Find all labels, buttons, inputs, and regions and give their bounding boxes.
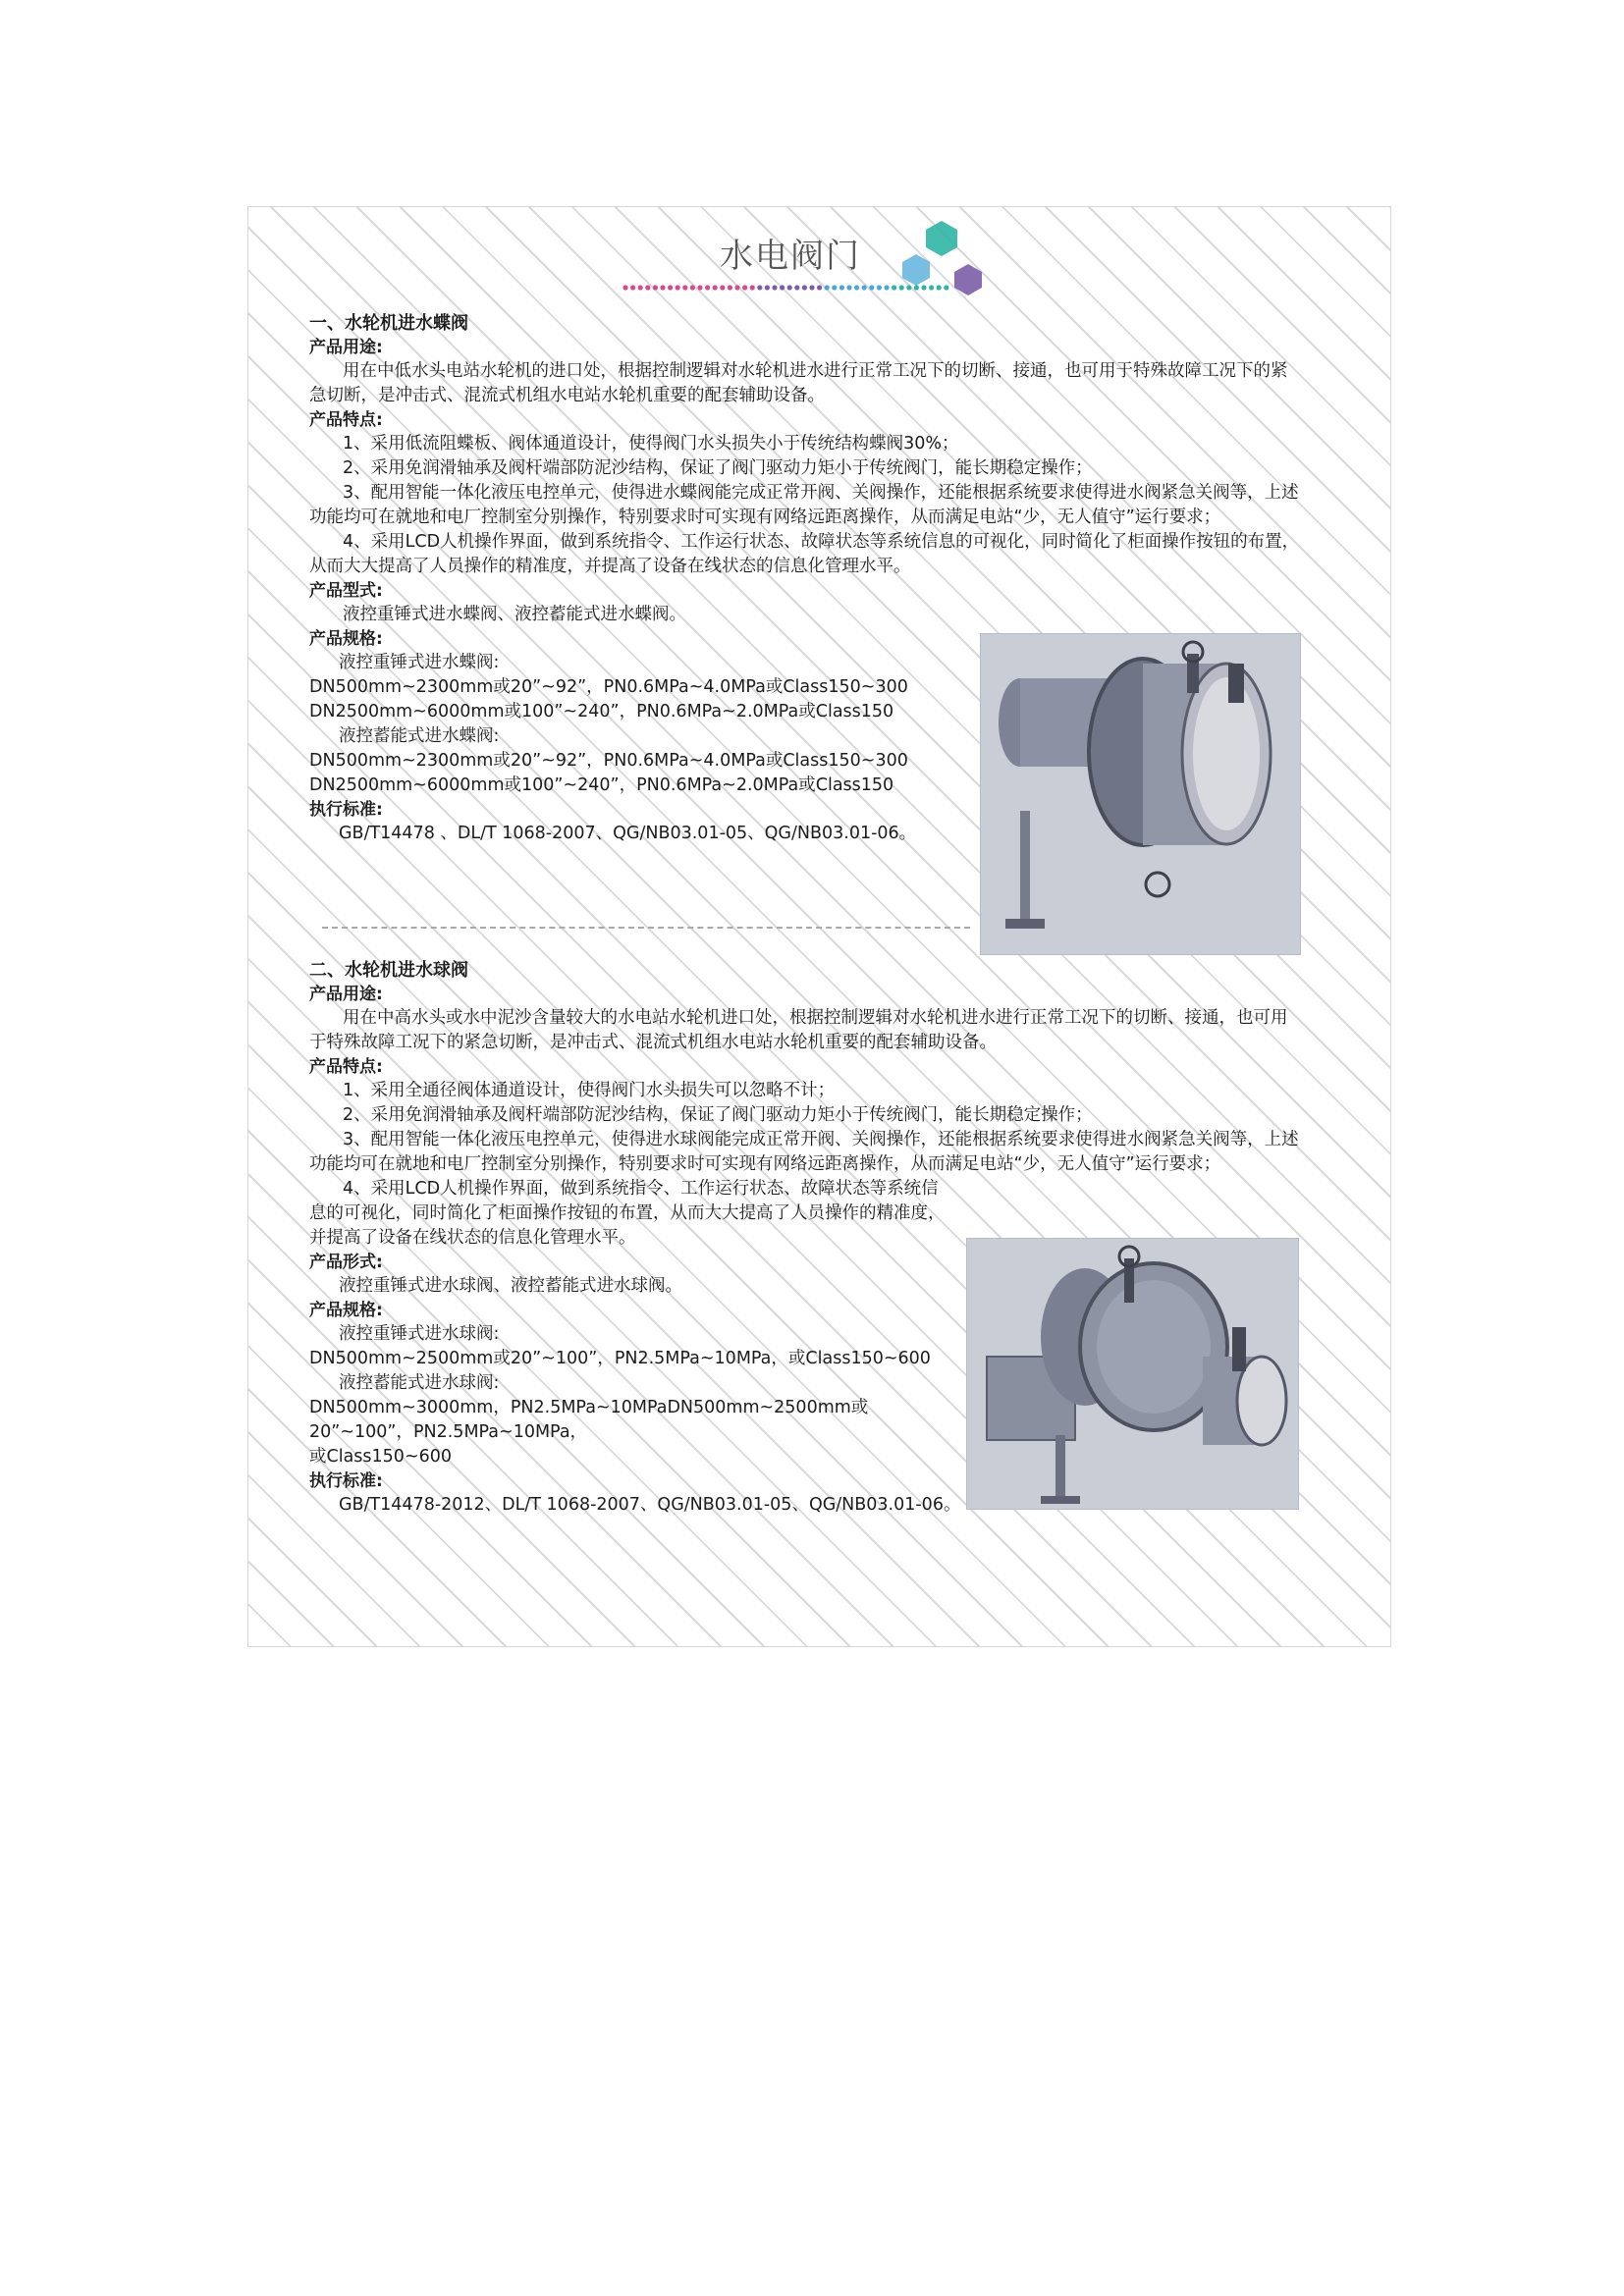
spec-line: DN2500mm~6000mm或100”~240”，PN0.6MPa~2.0MPa或Class150 (309, 702, 894, 721)
spec-heading: 液控蓄能式进水蝶阀: (339, 726, 500, 746)
feature-item: 2、采用免润滑轴承及阀杆端部防泥沙结构，保证了阀门驱动力矩小于传统阀门，能长期稳定操作； (343, 458, 1093, 478)
decor-dot (825, 285, 830, 290)
spec-heading: 液控蓄能式进水球阀: (339, 1373, 500, 1393)
decor-dot (705, 285, 710, 290)
decor-dot (713, 285, 718, 290)
type-label: 产品型式: (309, 581, 383, 601)
type-label: 产品形式: (309, 1253, 383, 1272)
features-label: 产品特点: (309, 1057, 383, 1077)
decor-dot (720, 285, 725, 290)
decor-dot (772, 285, 777, 290)
decor-dot (742, 285, 747, 290)
page-header (248, 207, 1390, 315)
type-text: 液控重锤式进水蝶阀、液控蓄能式进水蝶阀。 (343, 605, 686, 624)
spec-label: 产品规格: (309, 1301, 383, 1320)
standard-text: GB/T14478-2012、DL/T 1068-2007、QG/NB03.01-05、QG/NB03.01-06。 (339, 1495, 961, 1515)
feature-item: 3、配用智能一体化液压电控单元，使得进水蝶阀能完成正常开阀、关阀操作，还能根据系统要求使得进水阀紧急关阀等，上述功能均可在就地和电厂控制室分别操作，特别要求时可实现有网络远距离操作，从而满足电站“少，无人值守”运行要求； (309, 483, 1299, 527)
decor-dot (676, 285, 680, 290)
feature-item: 3、配用智能一体化液压电控单元，使得进水球阀能完成正常开阀、关阀操作，还能根据系统要求使得进水阀紧急关阀等，上述功能均可在就地和电厂控制室分别操作，特别要求时可实现有网络远距离操作，从而满足电站“少，无人值守”运行要求； (309, 1130, 1299, 1174)
catalog-panel (247, 206, 1391, 1647)
decor-dot (630, 285, 635, 290)
decor-dot (645, 285, 650, 290)
usage-label: 产品用途: (309, 338, 383, 357)
feature-item: 4、采用LCD人机操作界面，做到系统指令、工作运行状态、故障状态等系统信息的可视化，同时简化了柜面操作按钮的布置，从而大大提高了人员操作的精准度，并提高了设备在线状态的信息化管理水平。 (309, 1179, 946, 1248)
feature-item: 2、采用免润滑轴承及阀杆端部防泥沙结构，保证了阀门驱动力矩小于传统阀门，能长期稳定操作； (343, 1105, 1093, 1125)
decor-dot (638, 285, 643, 290)
standard-label: 执行标准: (309, 800, 383, 820)
usage-label: 产品用途: (309, 985, 383, 1004)
decor-dot (862, 285, 867, 290)
decor-dot (653, 285, 658, 290)
decor-dot (839, 285, 844, 290)
spec-line: 或Class150~600 (309, 1447, 453, 1467)
spec-line: DN500mm~2300mm或20”~92”，PN0.6MPa~4.0MPa或Class150~300 (309, 677, 908, 697)
decor-dot (832, 285, 837, 290)
section-title: 二、水轮机进水球阀 (309, 960, 468, 981)
decor-dot (697, 285, 702, 290)
decor-dot (660, 285, 665, 290)
section-title: 一、水轮机进水蝶阀 (309, 313, 468, 334)
spec-line: DN500mm~2500mm或20”~100”，PN2.5MPa~10MPa，或Class150~600 (309, 1349, 931, 1368)
usage-text: 用在中高水头或水中泥沙含量较大的水电站水轮机进口处，根据控制逻辑对水轮机进水进行正常工况下的切断、接通，也可用于特殊故障工况下的紧急切断，是冲击式、混流式机组水电站水轮机重要的配套辅助设备。 (309, 1008, 1288, 1052)
decor-dot (623, 285, 627, 290)
decor-dot (854, 285, 859, 290)
decor-dot (787, 285, 792, 290)
decor-dot (869, 285, 874, 290)
decor-dot (750, 285, 755, 290)
type-text: 液控重锤式进水球阀、液控蓄能式进水球阀。 (339, 1276, 682, 1296)
features-label: 产品特点: (309, 410, 383, 430)
butterfly-valve-image (980, 633, 1301, 955)
spec-heading: 液控重锤式进水蝶阀: (339, 653, 500, 672)
feature-item: 4、采用LCD人机操作界面，做到系统指令、工作运行状态、故障状态等系统信息的可视化，同时简化了柜面操作按钮的布置，从而大大提高了人员操作的精准度，并提高了设备在线状态的信息化管理水平。 (309, 532, 1300, 576)
spec-label: 产品规格: (309, 629, 383, 649)
decor-dot (682, 285, 687, 290)
decor-dot (794, 285, 799, 290)
spec-heading: 液控重锤式进水球阀: (339, 1324, 500, 1344)
decor-dot (809, 285, 814, 290)
feature-item: 1、采用全通径阀体通道设计，使得阀门水头损失可以忽略不计； (343, 1081, 836, 1100)
decor-dot (780, 285, 785, 290)
decor-dot (846, 285, 851, 290)
decor-dot (734, 285, 739, 290)
decor-dot (765, 285, 770, 290)
spec-line: DN500mm~2300mm或20”~92”，PN0.6MPa~4.0MPa或Class150~300 (309, 751, 908, 771)
standard-label: 执行标准: (309, 1471, 383, 1491)
section-divider (322, 927, 970, 929)
feature-item: 1、采用低流阻蝶板、阀体通道设计，使得阀门水头损失小于传统结构蝶阀30%； (343, 434, 959, 454)
usage-text: 用在中低水头电站水轮机的进口处，根据控制逻辑对水轮机进水进行正常工况下的切断、接通，也可用于特殊故障工况下的紧急切断，是冲击式、混流式机组水电站水轮机重要的配套辅助设备。 (309, 361, 1288, 405)
standard-text: GB/T14478 、DL/T 1068-2007、QG/NB03.01-05、QG/NB03.01-06。 (339, 824, 917, 843)
spec-line: DN500mm~3000mm，PN2.5MPa~10MPaDN500mm~2500mm或20”~100”，PN2.5MPa~10MPa， (309, 1398, 869, 1442)
decor-dot (757, 285, 762, 290)
decor-dot (668, 285, 673, 290)
decor-dot (690, 285, 695, 290)
decor-dot (817, 285, 822, 290)
spec-line: DN2500mm~6000mm或100”~240”，PN0.6MPa~2.0MPa或Class150 (309, 775, 894, 795)
page-title: 水电阀门 (720, 237, 861, 276)
hexagon-logo-icon (877, 217, 995, 315)
ball-valve-image (966, 1238, 1299, 1510)
decor-dot (728, 285, 732, 290)
decor-dot (802, 285, 807, 290)
